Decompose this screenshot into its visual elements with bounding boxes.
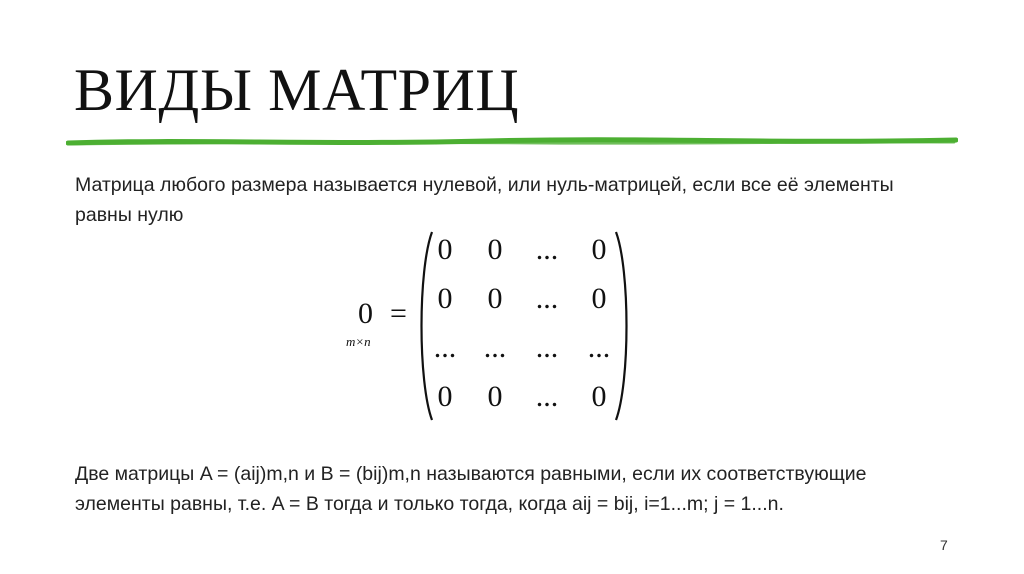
matrix-cell: 0 — [487, 282, 503, 315]
matrix-cell: 0 — [591, 282, 607, 315]
matrix-cell: 0 — [437, 282, 453, 315]
formula-lhs: 0 — [358, 297, 373, 330]
slide-title: ВИДЫ МАТРИЦ — [74, 57, 520, 123]
matrix-cell: ... — [587, 331, 611, 364]
equal-matrices-definition: Две матрицы A = (aij)m,n и B = (bij)m,n называются равными, если их соответствующие элементы равны, т.е. A = B тогда и только тогда, когда aij = bij, i=1...m; j = 1...n. — [75, 463, 867, 515]
matrix-cell: 0 — [591, 233, 607, 266]
matrix-cell: 0 — [487, 380, 503, 413]
page-number: 7 — [940, 537, 948, 553]
matrix-cell: ... — [433, 331, 457, 364]
matrix-cell: 0 — [487, 233, 503, 266]
matrix-cell: ... — [535, 380, 559, 413]
zero-matrix-definition: Матрица любого размера называется нулевой, или нуль-матрицей, если все её элементы равны нулю — [75, 174, 894, 226]
formula-equals: = — [390, 297, 407, 330]
matrix-cell: 0 — [591, 380, 607, 413]
zero-matrix-formula — [340, 226, 640, 426]
matrix-cell: ... — [535, 282, 559, 315]
title-divider — [66, 133, 958, 151]
matrix-cell: 0 — [437, 380, 453, 413]
matrix-cell: ... — [483, 331, 507, 364]
matrix-cell: ... — [535, 331, 559, 364]
formula-subscript: m×n — [346, 334, 371, 349]
matrix-cell: ... — [535, 233, 559, 266]
matrix-cell: 0 — [437, 233, 453, 266]
